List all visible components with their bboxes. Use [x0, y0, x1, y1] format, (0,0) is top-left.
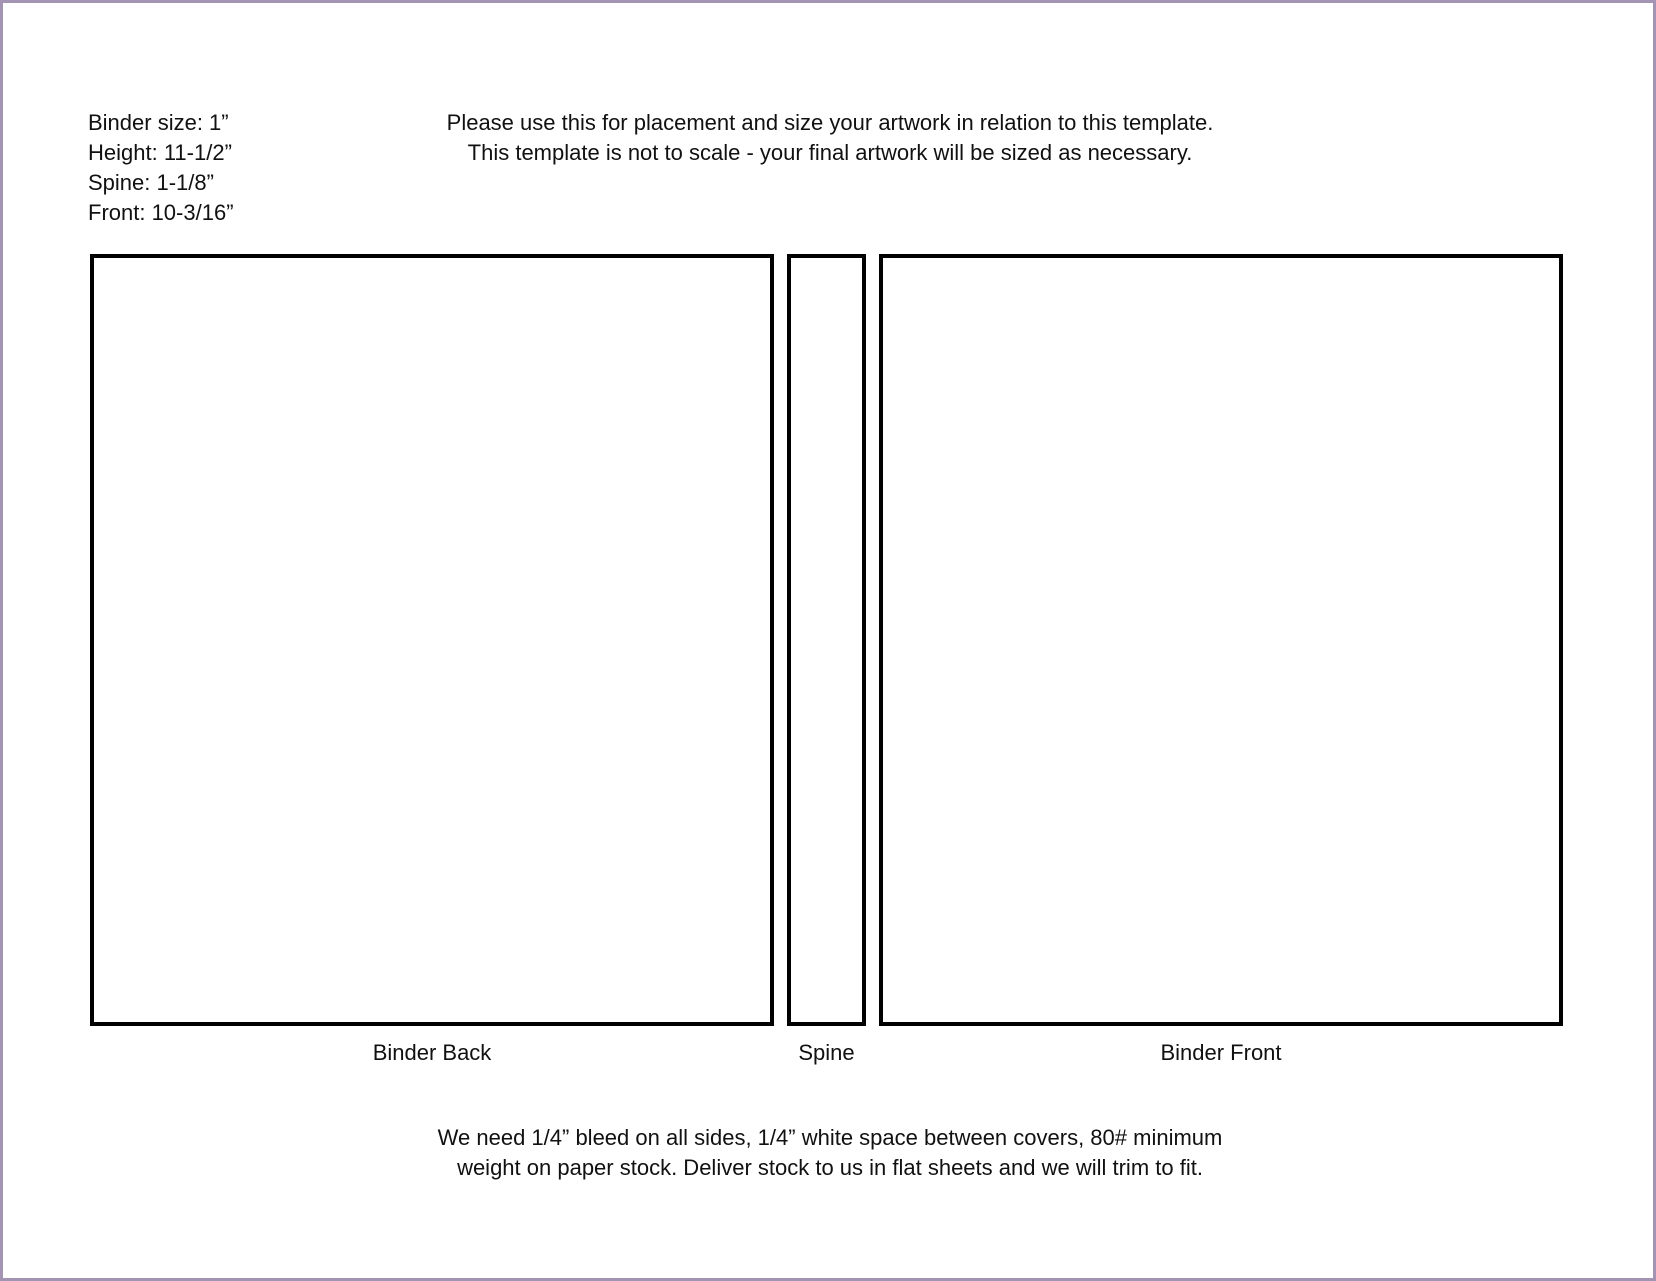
- binder-specs: [88, 108, 234, 228]
- footer-line-2: weight on paper stock. Deliver stock to us in flat sheets and we will trim to fit.: [457, 1155, 1203, 1180]
- spec-height: Height: 11-1/2”: [88, 140, 232, 165]
- spec-spine: Spine: 1-1/8”: [88, 170, 214, 195]
- bleed-requirements-note: [330, 1123, 1330, 1183]
- spec-front: Front: 10-3/16”: [88, 200, 234, 225]
- spine-label: Spine: [798, 1040, 855, 1065]
- binder-front-label: Binder Front: [1160, 1040, 1282, 1065]
- binder-back-label: Binder Back: [372, 1040, 492, 1065]
- instructions-line-1: Please use this for placement and size your artwork in relation to this template.: [446, 110, 1214, 135]
- instructions-line-2: This template is not to scale - your final artwork will be sized as necessary.: [467, 140, 1193, 165]
- binder-front-panel: [879, 254, 1563, 1026]
- footer-line-1: We need 1/4” bleed on all sides, 1/4” white space between covers, 80# minimum: [437, 1125, 1223, 1150]
- binder-back-panel: [90, 254, 774, 1026]
- placement-instructions: [330, 108, 1330, 168]
- spec-binder-size: Binder size: 1”: [88, 110, 229, 135]
- spine-panel: [787, 254, 866, 1026]
